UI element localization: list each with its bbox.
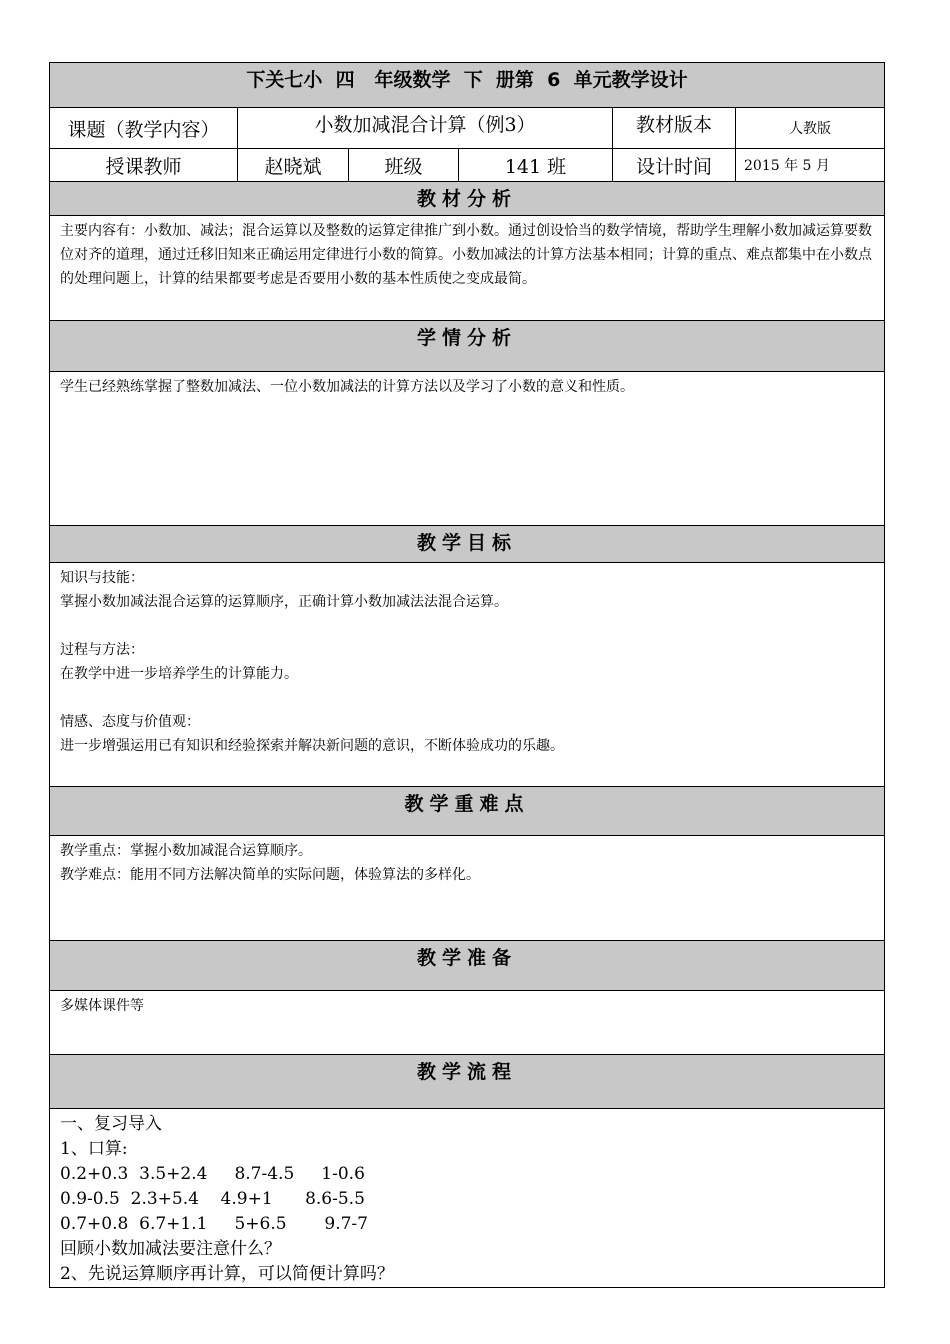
students-heading: 学情分析 <box>50 321 885 372</box>
flow-body <box>50 1109 885 1288</box>
document-title: 下关七小 四 年级数学 下 册第 6 单元教学设计 <box>50 63 885 108</box>
teacher-label: 授课教师 <box>50 149 238 182</box>
key-point: 教学重点：掌握小数加减混合运算顺序。 <box>60 843 312 859</box>
flow-line: 一、复习导入 <box>60 1114 162 1134</box>
goals-heading: 教学目标 <box>50 526 885 563</box>
knowledge-label: 知识与技能： <box>60 570 144 586</box>
materials-heading: 教材分析 <box>50 182 885 216</box>
keypoints-body <box>50 836 885 941</box>
teacher-value: 赵晓斌 <box>238 149 349 182</box>
edition-label: 教材版本 <box>613 108 736 149</box>
emotion-text: 进一步增强运用已有知识和经验探索并解决新问题的意识，不断体验成功的乐趣。 <box>60 738 564 754</box>
lesson-plan-table <box>49 62 885 1288</box>
keypoints-heading: 教学重难点 <box>50 787 885 836</box>
class-value: 141 班 <box>459 149 613 182</box>
lesson-plan <box>49 62 884 1288</box>
flow-line: 0.9-0.5 2.3+5.4 4.9+1 8.6-5.5 <box>60 1189 365 1209</box>
time-value: 2015 年 5 月 <box>736 149 885 182</box>
prep-text: 多媒体课件等 <box>50 991 885 1055</box>
flow-line: 1、口算: <box>60 1139 128 1159</box>
edition-value: 人教版 <box>736 108 885 149</box>
flow-line: 2、先说运算顺序再计算，可以简便计算吗？ <box>60 1264 394 1284</box>
materials-text: 主要内容有：小数加、减法；混合运算以及整数的运算定律推广到小数。通过创设恰当的数学情境，帮助学生理解小数加减运算要数位对齐的道理，通过迁移旧知来正确运用定律进行小数的简算。小数加减法的计算方法基本相同；计算的重点、难点都集中在小数点的处理问题上，计算的结果都要考虑是否要用小数的基本性质使之变成最简。 <box>50 216 885 321</box>
emotion-label: 情感、态度与价值观： <box>60 714 200 730</box>
process-label: 过程与方法： <box>60 642 144 658</box>
topic-value: 小数加减混合计算（例3） <box>238 108 613 149</box>
flow-line: 0.2+0.3 3.5+2.4 8.7-4.5 1-0.6 <box>60 1164 365 1184</box>
topic-label: 课题（教学内容） <box>50 108 238 149</box>
class-label: 班级 <box>349 149 459 182</box>
time-label: 设计时间 <box>613 149 736 182</box>
prep-heading: 教学准备 <box>50 941 885 991</box>
flow-line: 0.7+0.8 6.7+1.1 5+6.5 9.7-7 <box>60 1214 368 1234</box>
process-text: 在教学中进一步培养学生的计算能力。 <box>60 666 298 682</box>
goals-body <box>50 563 885 787</box>
students-text: 学生已经熟练掌握了整数加减法、一位小数加减法的计算方法以及学习了小数的意义和性质。 <box>50 372 885 526</box>
flow-line: 回顾小数加减法要注意什么？ <box>60 1239 281 1259</box>
flow-heading: 教学流程 <box>50 1055 885 1109</box>
knowledge-text: 掌握小数加减法混合运算的运算顺序，正确计算小数加减法法混合运算。 <box>60 594 508 610</box>
difficult-point: 教学难点：能用不同方法解决简单的实际问题，体验算法的多样化。 <box>60 867 480 883</box>
